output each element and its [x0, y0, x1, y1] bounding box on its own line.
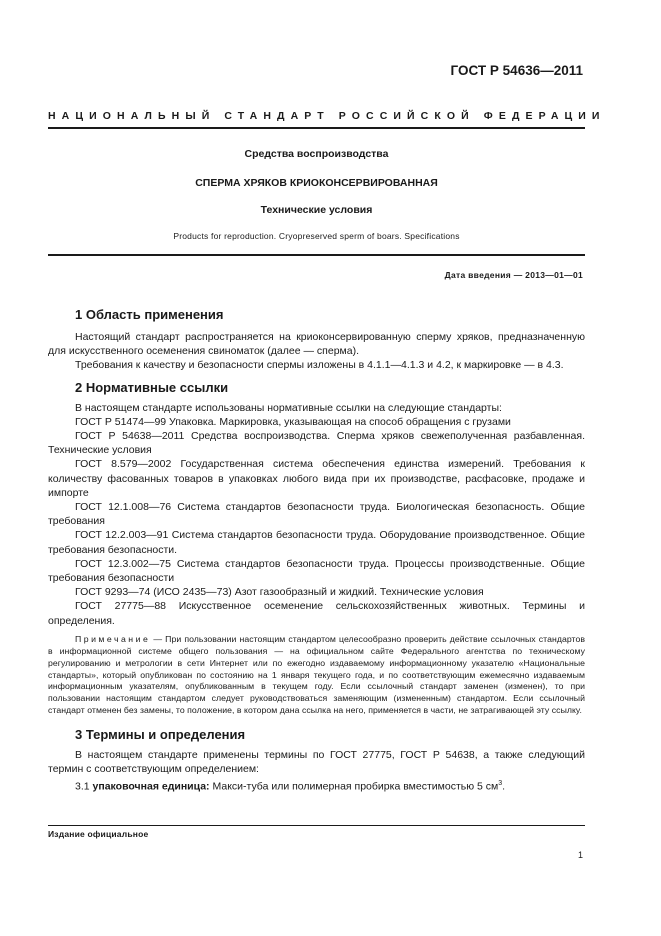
note-text: — При пользовании настоящим стандартом целесообразно проверить действие ссылочных стандартов в информационной системе общего пользования — на официальном сайте Федерального агентства по техническому регулированию и метрологии в сети Интернет или по ежегодно издаваемому информационному указателю «Национальные стандарты», который опубликован по состоянию на 1 января текущего года, и по соответствующим ежемесячно издаваемым информационным указателям, опубликованным в текущем году. Если ссылочный стандарт заменен (изменен), то при пользовании настоящим стандартом следует руководствоваться заменяющим (измененным) стандартом. Если ссылочный стандарт отменен без замены, то положение, в котором дана ссылка на него, применяется в части, не затрагивающей эту ссылку. — [48, 633, 585, 716]
normative-reference: ГОСТ 9293—74 (ИСО 2435—73) Азот газообразный и жидкий. Технические условия — [75, 586, 484, 599]
normative-reference: ГОСТ 8.579—2002 Государственная система обеспечения единства измерений. Требования к количеству фасованных товаров в упаковках любого вида при их производстве, расфасовке, продаже и импорте — [48, 458, 585, 499]
term-number: 3.1 — [75, 780, 90, 793]
section-3-heading: 3 Термины и определения — [75, 727, 246, 743]
normative-reference: ГОСТ 27775—88 Искусственное осеменение сельскохозяйственных животных. Термины и определения. — [48, 600, 585, 627]
term-name: упаковочная единица: — [92, 780, 210, 793]
introduction-date: Дата введения — 2013—01—01 — [444, 270, 583, 280]
normative-reference: ГОСТ Р 54638—2011 Средства воспроизводства. Сперма хряков свежеполученная разбавленная. Технические условия — [48, 430, 585, 457]
section-1-paragraph: Настоящий стандарт распространяется на криоконсервированную сперму хряков, предназначенную для искусственного осеменения свиноматок (далее — сперма). — [48, 331, 585, 358]
term-definition — [48, 777, 585, 794]
title-rule — [48, 254, 585, 256]
term-text: Макси-туба или полимерная пробирка вместимостью 5 см — [212, 780, 499, 793]
section-1-paragraph: Требования к качеству и безопасности спермы изложены в 4.1.1—4.1.3 и 4.2, к маркировке — в 4.3. — [75, 359, 564, 372]
section-3-intro: В настоящем стандарте применены термины по ГОСТ 27775, ГОСТ Р 54638, а также следующий термин с соответствующим определением: — [48, 749, 585, 776]
section-1-heading: 1 Область применения — [75, 307, 224, 322]
footer-rule — [48, 825, 585, 826]
title-subtitle: Технические условия — [260, 204, 373, 216]
edition-label: Издание официальное — [48, 829, 149, 839]
note-label: Примечание — [75, 633, 151, 644]
normative-reference: ГОСТ 12.3.002—75 Система стандартов безопасности труда. Процессы производственные. Общие требования безопасности — [48, 557, 585, 585]
normative-reference: ГОСТ 12.1.008—76 Система стандартов безопасности труда. Биологическая безопасность. Общие требования — [48, 501, 585, 528]
note-paragraph — [48, 634, 585, 717]
title-english: Products for reproduction. Cryopreserved sperm of boars. Specifications — [173, 231, 460, 241]
document-body — [48, 306, 585, 793]
page-number: 1 — [577, 850, 583, 860]
title-category: Средства воспроизводства — [244, 148, 389, 160]
section-2-heading: 2 Нормативные ссылки — [75, 379, 229, 395]
unit-superscript: 3 — [498, 779, 503, 787]
national-standard-banner: НАЦИОНАЛЬНЫЙ СТАНДАРТ РОССИЙСКОЙ ФЕДЕРАЦИИ — [48, 110, 606, 122]
normative-reference: ГОСТ Р 51474—99 Упаковка. Маркировка, указывающая на способ обращения с грузами — [75, 415, 511, 428]
title-name: СПЕРМА ХРЯКОВ КРИОКОНСЕРВИРОВАННАЯ — [195, 177, 438, 189]
header-rule — [48, 127, 585, 129]
section-2-intro: В настоящем стандарте использованы нормативные ссылки на следующие стандарты: — [75, 401, 502, 414]
standard-code: ГОСТ Р 54636—2011 — [450, 63, 583, 78]
normative-reference: ГОСТ 12.2.003—91 Система стандартов безопасности труда. Оборудование производственное. Общие требования безопасности. — [48, 529, 585, 556]
term-end: . — [502, 780, 506, 793]
